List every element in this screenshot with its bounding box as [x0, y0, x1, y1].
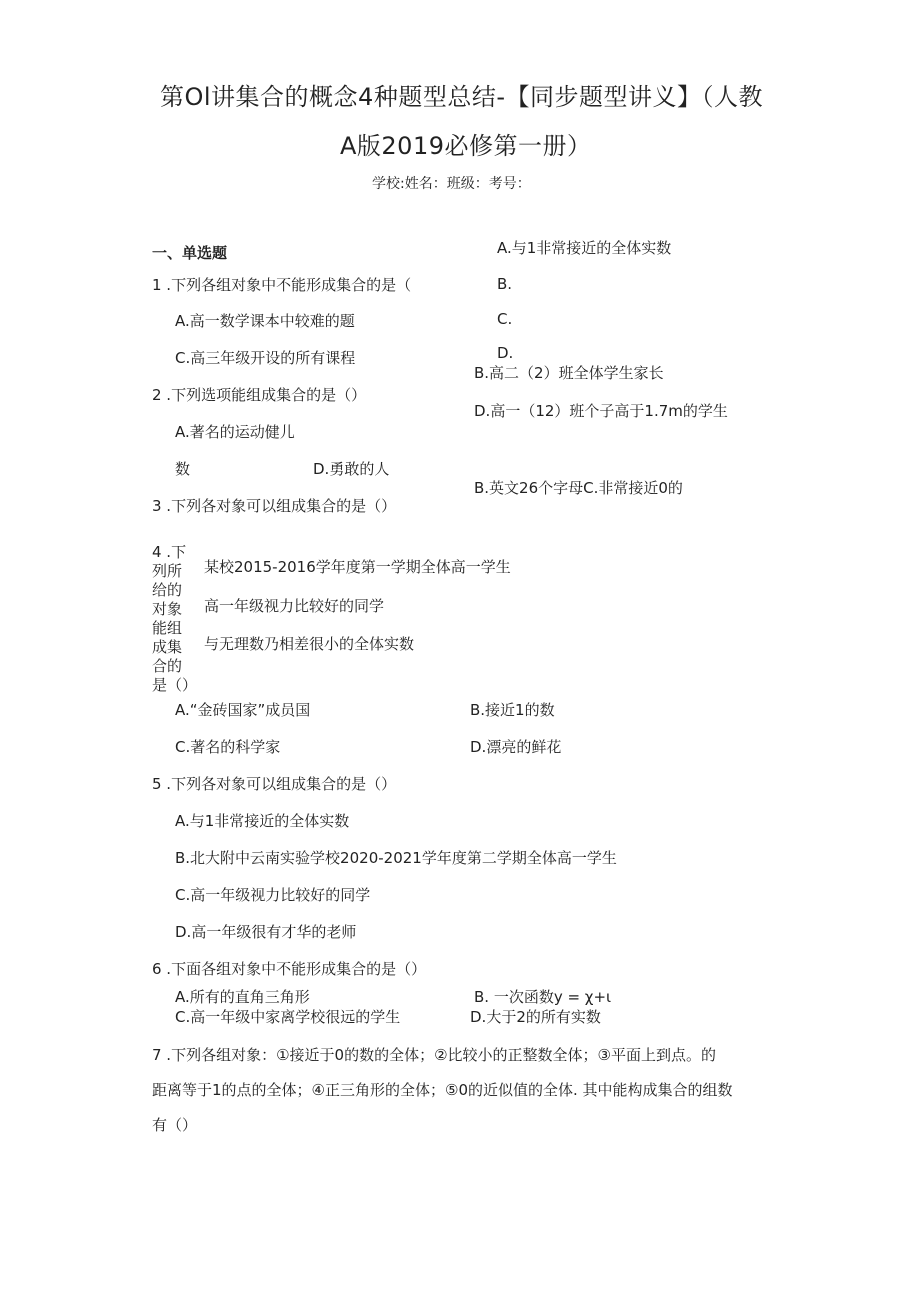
right-option-a: A.与1非常接近的全体实数: [497, 239, 672, 257]
question-1-option-c: C.高三年级开设的所有课程: [175, 349, 356, 367]
doc-title-line1: 第Ol讲集合的概念4种题型总结-【同步题型讲义】（人教: [160, 83, 763, 111]
question-4-option-a: A.“金砖国家”成员国: [175, 701, 311, 719]
question-5-stem: 5 .下列各对象可以组成集合的是（）: [152, 775, 397, 793]
question-7-line-1: 7 .下列各组对象：①接近于0的数的全体；②比较小的正整数全体；③平面上到点。的: [152, 1046, 716, 1064]
question-2-option-bc: B.英文26个字母C.非常接近0的: [474, 479, 683, 497]
question-3-stem: 3 .下列各对象可以组成集合的是（）: [152, 497, 397, 515]
student-info-line: 学校:姓名：班级：考号：: [372, 176, 531, 192]
question-2-stem: 2 .下列选项能组成集合的是（）: [152, 386, 367, 404]
question-1-option-d: D.高一（12）班个子高于1.7m的学生: [474, 402, 728, 420]
question-2-option-a: A.著名的运动健儿: [175, 423, 295, 441]
doc-title-line2: A版2019必修第一册）: [340, 132, 592, 160]
question-1-stem: 1 .下列各组对象中不能形成集合的是（: [152, 276, 412, 294]
question-4-statement-2: 高一年级视力比较好的同学: [204, 597, 385, 615]
question-6-option-c: C.高一年级中家离学校很远的学生: [175, 1008, 401, 1026]
question-5-option-c: C.高一年级视力比较好的同学: [175, 886, 371, 904]
question-5-option-b: B.北大附中云南实验学校2020-2021学年度第二学期全体高一学生: [175, 849, 617, 867]
question-4-statement-1: 某校2015-2016学年度第一学期全体高一学生: [204, 558, 511, 576]
question-6-stem: 6 .下面各组对象中不能形成集合的是（）: [152, 960, 427, 978]
right-option-c: C.: [497, 310, 513, 328]
question-7-line-2: 距离等于1的点的全体；④正三角形的全体；⑤0的近似值的全体. 其中能构成集合的组数: [152, 1081, 733, 1099]
section-heading: 一、单选题: [152, 244, 228, 262]
question-5-option-d: D.高一年级很有才华的老师: [175, 923, 357, 941]
question-4-option-c: C.著名的科学家: [175, 738, 281, 756]
question-2-fragment: 数: [175, 460, 191, 478]
question-6-option-a: A.所有的直角三角形: [175, 988, 310, 1006]
question-6-option-d: D.大于2的所有实数: [470, 1008, 601, 1026]
question-1-option-a: A.高一数学课本中较难的题: [175, 312, 355, 330]
right-option-d: D.: [497, 344, 514, 362]
question-4-option-d: D.漂亮的鲜花: [470, 738, 562, 756]
question-4-option-b: B.接近1的数: [470, 701, 555, 719]
question-4-statement-3: 与无理数乃相差很小的全体实数: [204, 635, 415, 653]
question-2-option-d: D.勇敢的人: [313, 460, 390, 478]
question-7-line-3: 有（）: [152, 1116, 198, 1134]
right-option-b: B.: [497, 275, 513, 293]
question-4-label: 4 .下列所给的对象能组成集合的是（）: [152, 543, 198, 694]
question-1-option-b: B.高二（2）班全体学生家长: [474, 364, 664, 382]
question-6-option-b: B. 一次函数y = χ+ι: [474, 988, 612, 1006]
question-5-option-a: A.与1非常接近的全体实数: [175, 812, 350, 830]
